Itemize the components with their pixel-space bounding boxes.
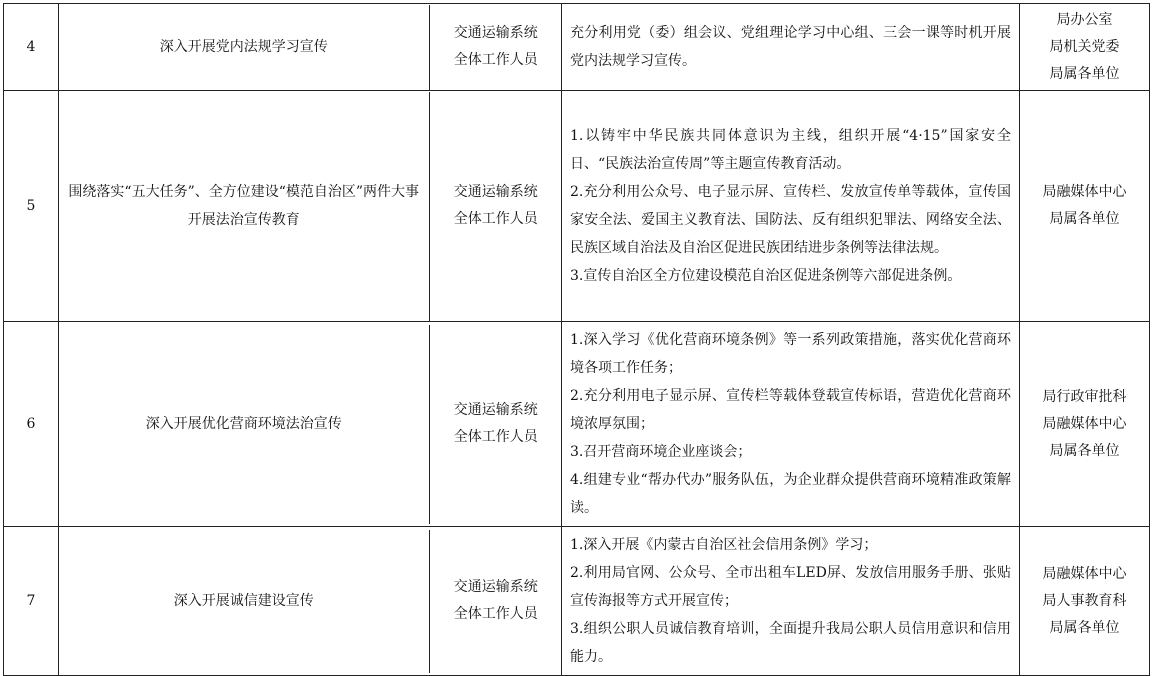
measures-cell xyxy=(562,322,1020,527)
row-number: 7 xyxy=(4,527,59,676)
row-number: 4 xyxy=(4,4,59,91)
row-number: 6 xyxy=(4,322,59,527)
measure-item: 1.深入学习《优化营商环境条例》等一系列政策措施，落实优化营商环境各项工作任务； xyxy=(570,332,1011,376)
audience-line: 交通运输系统 xyxy=(453,402,538,418)
unit-line: 局机关党委 xyxy=(1049,38,1120,55)
unit-line: 局属各单位 xyxy=(1049,65,1120,82)
responsible-units xyxy=(1020,322,1150,527)
audience-line: 全体工作人员 xyxy=(453,606,538,622)
measure-item: 充分利用党（委）组会议、党组理论学习中心组、三会一课等时机开展党内法规学习宣传。 xyxy=(570,25,1011,69)
table-row xyxy=(4,91,1153,322)
unit-line: 局办公室 xyxy=(1056,11,1113,28)
measure-item: 2.利用局官网、公众号、全市出租车LED屏、发放信用服务手册、张贴宣传海报等方式开展宣传； xyxy=(570,565,1011,609)
measure-item: 4.组建专业“帮办代办”服务队伍，为企业群众提供营商环境精准政策解读。 xyxy=(570,472,1011,516)
audience-line: 交通运输系统 xyxy=(453,25,538,41)
target-audience xyxy=(429,530,562,673)
unit-line: 局属各单位 xyxy=(1049,619,1120,636)
unit-line: 局融媒体中心 xyxy=(1042,415,1127,432)
task-title: 深入开展诚信建设宣传 xyxy=(59,530,429,673)
audience-line: 全体工作人员 xyxy=(453,211,538,227)
audience-line: 交通运输系统 xyxy=(453,184,538,200)
measure-item: 3.宣传自治区全方位建设模范自治区促进条例等六部促进条例。 xyxy=(570,268,962,284)
unit-line: 局行政审批科 xyxy=(1042,388,1127,405)
responsible-units xyxy=(1020,527,1150,676)
task-title: 围绕落实“五大任务”、全方位建设“模范自治区”两件大事开展法治宣传教育 xyxy=(59,92,429,321)
audience-line: 全体工作人员 xyxy=(453,429,538,445)
task-title: 深入开展优化营商环境法治宣传 xyxy=(59,325,429,524)
unit-line: 局属各单位 xyxy=(1049,442,1120,459)
audience-line: 交通运输系统 xyxy=(453,579,538,595)
measure-item: 2.充分利用公众号、电子显示屏、宣传栏、发放宣传单等载体，宣传国家安全法、爱国主义教育法、国防法、反有组织犯罪法、网络安全法、民族区域自治法及自治区促进民族团结进步条例等法律法规。 xyxy=(570,184,1011,256)
task-cell xyxy=(59,322,562,527)
plan-table xyxy=(3,3,1153,676)
task-cell xyxy=(59,527,562,676)
table-row xyxy=(4,527,1153,676)
measures-cell xyxy=(562,527,1020,676)
measure-item: 3.组织公职人员诚信教育培训，全面提升我局公职人员信用意识和信用能力。 xyxy=(570,621,1011,665)
unit-line: 局属各单位 xyxy=(1049,211,1120,227)
unit-line: 局融媒体中心 xyxy=(1042,184,1127,200)
table-row xyxy=(4,322,1153,527)
measure-item: 2.充分利用电子显示屏、宣传栏等载体登载宣传标语，营造优化营商环境浓厚氛围； xyxy=(570,388,1011,432)
task-cell xyxy=(59,4,562,91)
task-title: 深入开展党内法规学习宣传 xyxy=(59,5,429,90)
unit-line: 局融媒体中心 xyxy=(1042,565,1127,582)
target-audience xyxy=(429,5,562,90)
target-audience xyxy=(429,325,562,524)
responsible-units xyxy=(1020,4,1150,91)
measure-item: 1.深入开展《内蒙古自治区社会信用条例》学习； xyxy=(570,537,878,553)
audience-line: 全体工作人员 xyxy=(453,52,538,68)
measures-cell xyxy=(562,91,1020,322)
target-audience xyxy=(429,92,562,321)
measure-item: 1.以铸牢中华民族共同体意识为主线，组织开展“4·15”国家安全日、“民族法治宣传周”等主题宣传教育活动。 xyxy=(570,128,1011,172)
row-number: 5 xyxy=(4,91,59,322)
table-row xyxy=(4,4,1153,91)
measures-cell xyxy=(562,4,1020,91)
unit-line: 局人事教育科 xyxy=(1042,592,1127,609)
measure-item: 3.召开营商环境企业座谈会； xyxy=(570,444,752,460)
task-cell xyxy=(59,91,562,322)
responsible-units xyxy=(1020,91,1150,322)
